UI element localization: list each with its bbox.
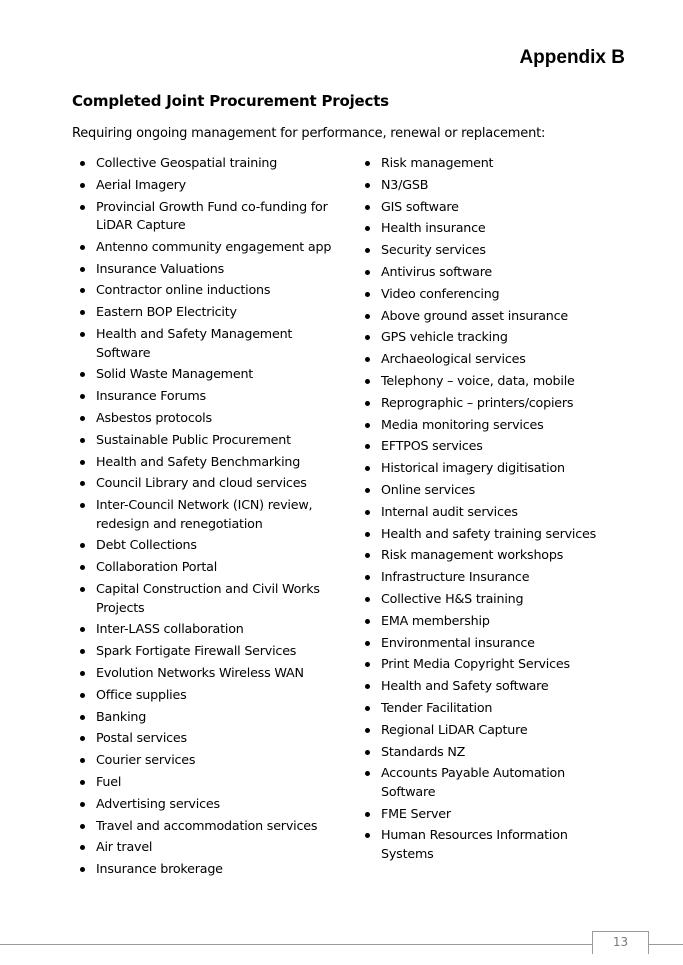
intro-text: Requiring ongoing management for performance, renewal or replacement: <box>72 126 546 141</box>
list-item: Asbestos protocols <box>78 409 350 428</box>
list-item: Health and Safety Management Software <box>78 325 350 362</box>
list-item: EFTPOS services <box>363 437 603 456</box>
list-item: Antenno community engagement app <box>78 238 350 257</box>
list-item: Collective H&S training <box>363 590 603 609</box>
list-item: Collective Geospatial training <box>78 154 350 173</box>
list-item: Human Resources Information Systems <box>363 826 603 863</box>
list-item: Archaeological services <box>363 350 603 369</box>
list-item: Capital Construction and Civil Works Projects <box>78 580 350 617</box>
list-item: Collaboration Portal <box>78 558 350 577</box>
list-item: Health and safety training services <box>363 525 603 544</box>
list-item: Advertising services <box>78 795 350 814</box>
appendix-label: Appendix B <box>519 47 625 68</box>
list-item: Infrastructure Insurance <box>363 568 603 587</box>
list-item: N3/GSB <box>363 176 603 195</box>
list-item: Risk management workshops <box>363 546 603 565</box>
list-item: Internal audit services <box>363 503 603 522</box>
list-item: Tender Facilitation <box>363 699 603 718</box>
page-number: 13 <box>612 935 629 949</box>
list-item: Antivirus software <box>363 263 603 282</box>
list-item: Reprographic – printers/copiers <box>363 394 603 413</box>
list-item: GPS vehicle tracking <box>363 328 603 347</box>
list-item: Print Media Copyright Services <box>363 655 603 674</box>
list-item: Security services <box>363 241 603 260</box>
list-item: Spark Fortigate Firewall Services <box>78 642 350 661</box>
right-project-list <box>363 154 603 867</box>
list-item: Media monitoring services <box>363 416 603 435</box>
list-item: Sustainable Public Procurement <box>78 431 350 450</box>
list-item: Contractor online inductions <box>78 281 350 300</box>
list-item: Courier services <box>78 751 350 770</box>
list-item: Office supplies <box>78 686 350 705</box>
list-item: Aerial Imagery <box>78 176 350 195</box>
section-title: Completed Joint Procurement Projects <box>72 92 389 110</box>
list-item: Historical imagery digitisation <box>363 459 603 478</box>
list-item: Online services <box>363 481 603 500</box>
list-item: Travel and accommodation services <box>78 817 350 836</box>
list-item: Inter-LASS collaboration <box>78 620 350 639</box>
list-item: Provincial Growth Fund co-funding for LiDAR Capture <box>78 198 350 235</box>
list-item: Insurance Forums <box>78 387 350 406</box>
list-item: Evolution Networks Wireless WAN <box>78 664 350 683</box>
list-item: Health and Safety software <box>363 677 603 696</box>
footer-rule-left <box>0 944 592 945</box>
left-project-list <box>78 154 350 882</box>
list-item: Fuel <box>78 773 350 792</box>
list-item: Regional LiDAR Capture <box>363 721 603 740</box>
list-item: Accounts Payable Automation Software <box>363 764 603 801</box>
list-item: Health and Safety Benchmarking <box>78 453 350 472</box>
list-item: Debt Collections <box>78 536 350 555</box>
list-item: Insurance Valuations <box>78 260 350 279</box>
list-item: GIS software <box>363 198 603 217</box>
list-item: Standards NZ <box>363 743 603 762</box>
list-item: Air travel <box>78 838 350 857</box>
list-item: EMA membership <box>363 612 603 631</box>
list-item: Eastern BOP Electricity <box>78 303 350 322</box>
list-item: FME Server <box>363 805 603 824</box>
list-item: Insurance brokerage <box>78 860 350 879</box>
list-item: Banking <box>78 708 350 727</box>
list-item: Health insurance <box>363 219 603 238</box>
list-item: Inter-Council Network (ICN) review, redesign and renegotiation <box>78 496 350 533</box>
footer-rule-right <box>648 944 683 945</box>
list-item: Telephony – voice, data, mobile <box>363 372 603 391</box>
list-item: Above ground asset insurance <box>363 307 603 326</box>
list-item: Council Library and cloud services <box>78 474 350 493</box>
list-item: Solid Waste Management <box>78 365 350 384</box>
list-item: Postal services <box>78 729 350 748</box>
list-item: Environmental insurance <box>363 634 603 653</box>
list-item: Video conferencing <box>363 285 603 304</box>
list-item: Risk management <box>363 154 603 173</box>
